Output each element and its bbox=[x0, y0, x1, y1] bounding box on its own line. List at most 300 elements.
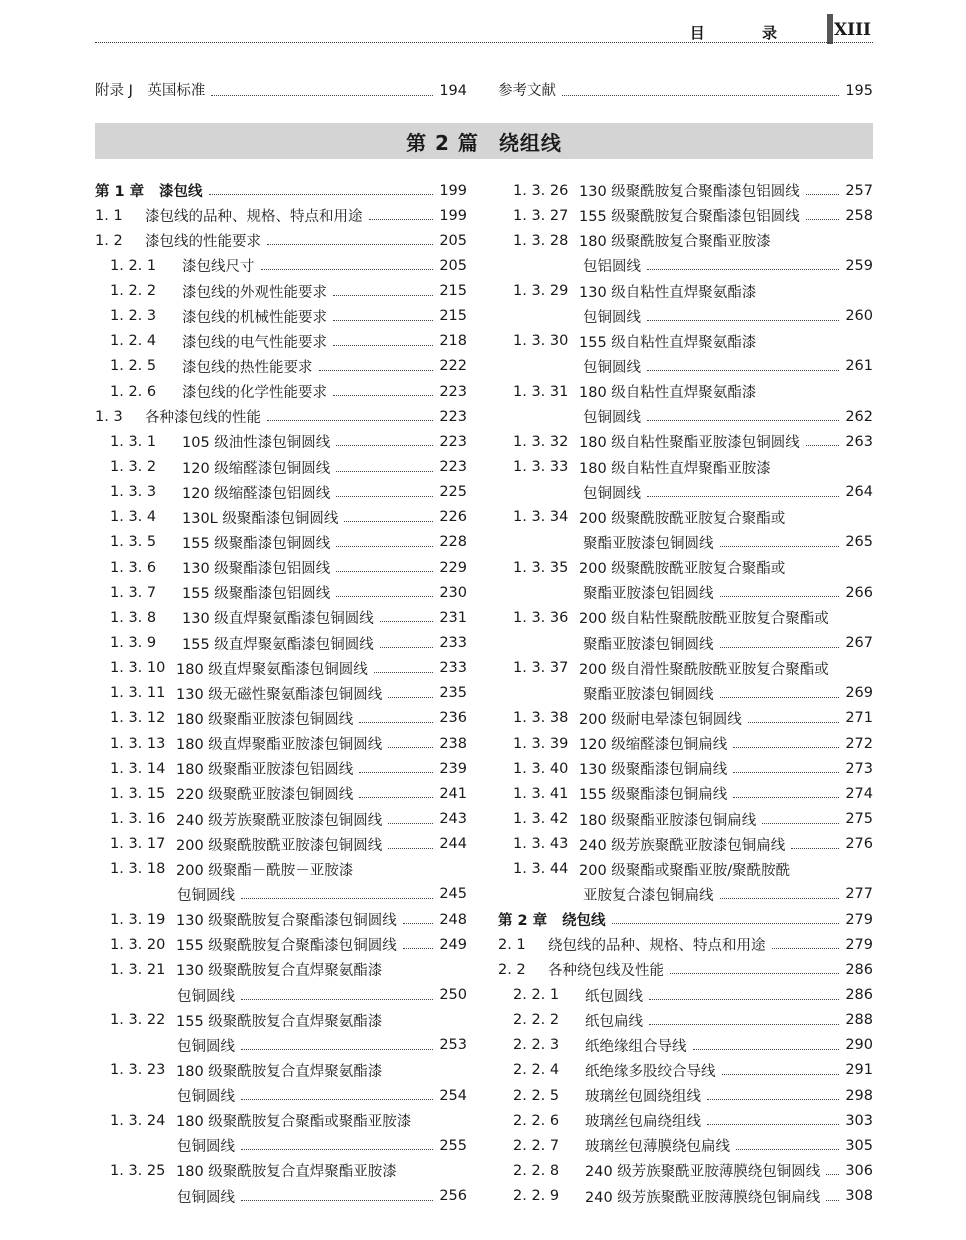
toc-entry-number: 2. 2. 3 bbox=[513, 1037, 560, 1054]
leader-dots bbox=[374, 672, 434, 673]
toc-entry-page: 277 bbox=[845, 886, 873, 903]
toc-entry-number: 1. 3. 32 bbox=[513, 433, 569, 450]
toc-entry-number: 1. 3. 7 bbox=[110, 584, 157, 601]
toc-entry[interactable] bbox=[498, 656, 873, 681]
leader-dots bbox=[720, 898, 840, 899]
toc-entry-number: 1. 2. 5 bbox=[110, 358, 157, 375]
leader-dots bbox=[772, 948, 840, 949]
leader-dots bbox=[649, 999, 839, 1000]
toc-entry-page: 303 bbox=[845, 1112, 873, 1129]
toc-entry-number: 1. 3. 24 bbox=[110, 1112, 166, 1129]
toc-entry[interactable] bbox=[498, 455, 873, 480]
toc-entry-page: 279 bbox=[845, 936, 873, 953]
toc-left-column bbox=[95, 178, 467, 1209]
toc-entry[interactable] bbox=[95, 228, 467, 253]
toc-entry-page: 199 bbox=[439, 207, 467, 224]
toc-entry-continuation[interactable] bbox=[95, 983, 467, 1008]
toc-entry[interactable] bbox=[95, 1008, 467, 1033]
toc-entry[interactable] bbox=[95, 907, 467, 932]
toc-entry-text: 155 级聚酯漆包铜圆线 bbox=[182, 535, 331, 552]
toc-entry[interactable] bbox=[95, 580, 467, 605]
toc-entry[interactable] bbox=[95, 178, 467, 203]
toc-entry-number: 1. 3. 37 bbox=[513, 660, 569, 677]
toc-entry[interactable] bbox=[498, 907, 873, 932]
toc-entry[interactable] bbox=[95, 404, 467, 429]
toc-entry-text: 240 级芳族聚酰亚胺漆包铜扁线 bbox=[579, 837, 786, 854]
toc-entry[interactable] bbox=[95, 756, 467, 781]
toc-entry-number: 2. 2. 8 bbox=[513, 1162, 560, 1179]
toc-entry-text: 各种绕包线及性能 bbox=[548, 963, 664, 980]
toc-entry-number: 1. 3. 26 bbox=[513, 182, 569, 199]
toc-entry[interactable] bbox=[95, 354, 467, 379]
toc-entry-number: 1. 2. 1 bbox=[110, 257, 157, 274]
toc-entry-page: 290 bbox=[845, 1037, 873, 1054]
leader-dots bbox=[670, 973, 839, 974]
toc-entry[interactable] bbox=[498, 1058, 873, 1083]
toc-entry-text: 漆包线的化学性能要求 bbox=[182, 385, 327, 402]
leader-dots bbox=[720, 647, 840, 648]
toc-entry-text: 180 级聚酯亚胺漆包铜扁线 bbox=[579, 812, 757, 829]
toc-entry-page: 265 bbox=[845, 534, 873, 551]
toc-entry-continuation[interactable] bbox=[498, 354, 873, 379]
toc-entry-text: 180 级聚酯亚胺漆包铜圆线 bbox=[176, 711, 354, 728]
toc-entry-number: 1. 3. 31 bbox=[513, 383, 569, 400]
toc-entry-number: 1. 3. 12 bbox=[110, 710, 166, 727]
toc-entry-page: 276 bbox=[845, 836, 873, 853]
leader-dots bbox=[344, 521, 433, 522]
toc-entry-continuation[interactable] bbox=[498, 304, 873, 329]
toc-entry-page: 238 bbox=[439, 735, 467, 752]
toc-entry-page: 244 bbox=[439, 836, 467, 853]
toc-entry[interactable] bbox=[95, 631, 467, 656]
toc-entry-text: 包铜圆线 bbox=[177, 1038, 235, 1055]
toc-entry[interactable] bbox=[95, 279, 467, 304]
toc-entry-page: 269 bbox=[845, 685, 873, 702]
toc-entry-text: 200 级聚酰胺酰亚胺复合聚酯或 bbox=[579, 510, 786, 527]
toc-entry-page: 248 bbox=[439, 911, 467, 928]
toc-entry-page: 286 bbox=[845, 987, 873, 1003]
toc-entry-page: 257 bbox=[845, 182, 873, 199]
toc-entry-page: 235 bbox=[439, 685, 467, 702]
toc-entry-text: 包铜圆线 bbox=[177, 1189, 235, 1206]
toc-entry[interactable] bbox=[498, 983, 873, 1008]
toc-entry-page: 249 bbox=[439, 936, 467, 953]
toc-entry[interactable] bbox=[95, 203, 467, 228]
toc-entry[interactable] bbox=[498, 1108, 873, 1133]
toc-entry-number: 1. 2. 2 bbox=[110, 283, 157, 300]
toc-entry[interactable] bbox=[498, 505, 873, 530]
leader-dots bbox=[209, 194, 434, 195]
toc-entry-page: 195 bbox=[845, 83, 873, 99]
toc-entry-number: 1. 3. 43 bbox=[513, 836, 569, 853]
toc-entry-text: 200 级聚酰胺酰亚胺漆包铜圆线 bbox=[176, 837, 383, 854]
toc-entry-page: 231 bbox=[439, 609, 467, 626]
toc-entry-text: 155 级聚酰胺复合直焊聚氨酯漆 bbox=[176, 1013, 383, 1030]
leader-dots bbox=[336, 571, 433, 572]
toc-entry-page: 223 bbox=[439, 408, 467, 425]
toc-entry[interactable] bbox=[95, 329, 467, 354]
toc-entry-continuation[interactable] bbox=[498, 631, 873, 656]
toc-entry-continuation[interactable] bbox=[95, 1184, 467, 1209]
toc-entry-page: 194 bbox=[439, 83, 467, 99]
toc-entry-text: 200 级自粘性聚酰胺酰亚胺复合聚酯或 bbox=[579, 611, 829, 628]
toc-entry-text: 漆包线尺寸 bbox=[182, 259, 255, 276]
toc-entry-text: 155 级聚酰胺复合聚酯漆包铜圆线 bbox=[176, 938, 397, 955]
toc-entry-page: 245 bbox=[439, 886, 467, 903]
toc-entry-number: 1. 3 bbox=[95, 408, 123, 425]
toc-entry-continuation[interactable] bbox=[95, 1033, 467, 1058]
toc-entry-page: 239 bbox=[439, 760, 467, 777]
leader-dots bbox=[359, 722, 433, 723]
toc-entry-text: 200 级耐电晕漆包铜圆线 bbox=[579, 711, 742, 728]
toc-entry[interactable] bbox=[498, 178, 873, 203]
leader-dots bbox=[336, 496, 433, 497]
leader-dots bbox=[647, 320, 839, 321]
part-title: 绕组线 bbox=[498, 130, 562, 155]
toc-entry-page: 222 bbox=[439, 358, 467, 375]
toc-entry-page: 229 bbox=[439, 559, 467, 576]
leader-dots bbox=[722, 1074, 840, 1075]
toc-entry[interactable] bbox=[95, 455, 467, 480]
toc-entry-text: 绕包线 bbox=[562, 913, 606, 930]
toc-entry-text: 包铜圆线 bbox=[177, 1089, 235, 1106]
toc-entry[interactable] bbox=[498, 1083, 873, 1108]
toc-entry-text: 包铜圆线 bbox=[177, 1139, 235, 1156]
toc-entry[interactable] bbox=[498, 379, 873, 404]
toc-entry[interactable] bbox=[95, 1058, 467, 1083]
toc-entry-text: 155 级聚酯漆包铝圆线 bbox=[182, 586, 331, 603]
toc-entry-page: 258 bbox=[845, 207, 873, 224]
toc-entry-text: 漆包线的电气性能要求 bbox=[182, 334, 327, 351]
toc-entry-number: 1. 3. 20 bbox=[110, 936, 166, 953]
part-banner bbox=[95, 123, 873, 159]
toc-entry[interactable] bbox=[95, 706, 467, 731]
toc-entry-number: 1. 3. 35 bbox=[513, 559, 569, 576]
toc-entry-text: 120 级缩醛漆包铝圆线 bbox=[182, 485, 331, 502]
toc-entry[interactable] bbox=[95, 731, 467, 756]
toc-entry-number: 1. 3. 33 bbox=[513, 459, 569, 476]
toc-entry-number: 1. 3. 28 bbox=[513, 232, 569, 249]
toc-entry-page: 261 bbox=[845, 358, 873, 375]
leader-dots bbox=[791, 848, 839, 849]
toc-entry[interactable] bbox=[498, 1008, 873, 1033]
toc-entry-text: 漆包线的性能要求 bbox=[145, 234, 261, 251]
toc-entry-number: 1. 3. 19 bbox=[110, 911, 166, 928]
toc-entry[interactable] bbox=[498, 605, 873, 630]
leader-dots bbox=[748, 722, 840, 723]
toc-entry-continuation[interactable] bbox=[498, 681, 873, 706]
toc-entry-appendix-j[interactable] bbox=[95, 80, 467, 102]
toc-entry-page: 199 bbox=[439, 182, 467, 199]
toc-entry-number: 1. 3. 36 bbox=[513, 609, 569, 626]
toc-entry-number: 1. 3. 23 bbox=[110, 1062, 166, 1079]
toc-entry-number: 1. 3. 10 bbox=[110, 660, 166, 677]
toc-entry-page: 291 bbox=[845, 1062, 873, 1079]
header-title: 目 录 bbox=[689, 24, 803, 42]
toc-entry[interactable] bbox=[498, 756, 873, 781]
toc-entry[interactable] bbox=[95, 555, 467, 580]
leader-dots bbox=[720, 596, 840, 597]
toc-entry-text: 漆包线的热性能要求 bbox=[182, 359, 313, 376]
toc-entry-text: 包铜圆线 bbox=[583, 309, 641, 326]
toc-entry-number: 1. 3. 40 bbox=[513, 760, 569, 777]
leader-dots bbox=[647, 370, 839, 371]
toc-entry-text: 聚酯亚胺漆包铜圆线 bbox=[583, 636, 714, 653]
toc-entry-text: 纸绝缘组合导线 bbox=[585, 1038, 687, 1055]
toc-entry-references[interactable] bbox=[498, 80, 873, 102]
toc-entry-number: 2. 2. 9 bbox=[513, 1188, 560, 1205]
toc-entry[interactable] bbox=[95, 605, 467, 630]
toc-entry-page: 218 bbox=[439, 333, 467, 350]
toc-entry-number: 1. 3. 39 bbox=[513, 735, 569, 752]
toc-entry-text: 参考文献 bbox=[498, 83, 556, 99]
toc-entry-continuation[interactable] bbox=[498, 580, 873, 605]
toc-entry[interactable] bbox=[498, 429, 873, 454]
leader-dots bbox=[762, 823, 839, 824]
toc-entry-page: 264 bbox=[845, 484, 873, 501]
toc-entry-continuation[interactable] bbox=[498, 530, 873, 555]
toc-entry[interactable] bbox=[498, 203, 873, 228]
toc-entry-text: 纸包扁线 bbox=[585, 1013, 643, 1030]
leader-dots bbox=[319, 370, 434, 371]
toc-entry-page: 308 bbox=[845, 1188, 873, 1205]
toc-entry-continuation[interactable] bbox=[95, 1133, 467, 1158]
leader-dots bbox=[806, 219, 840, 220]
leader-dots bbox=[733, 747, 839, 748]
leader-dots bbox=[806, 194, 840, 195]
toc-entry[interactable] bbox=[498, 932, 873, 957]
leader-dots bbox=[241, 1099, 433, 1100]
toc-entry-page: 250 bbox=[439, 987, 467, 1003]
toc-entry-text: 180 级聚酰胺复合聚酯亚胺漆 bbox=[579, 234, 771, 251]
toc-entry-text: 130 级聚酰胺复合直焊聚氨酯漆 bbox=[176, 963, 383, 980]
toc-entry[interactable] bbox=[95, 1158, 467, 1183]
toc-entry[interactable] bbox=[498, 807, 873, 832]
toc-entry-number: 1. 3. 27 bbox=[513, 207, 569, 224]
toc-entry-text: 120 级缩醛漆包铜圆线 bbox=[182, 460, 331, 477]
toc-entry-number: 1. 3. 42 bbox=[513, 811, 569, 828]
toc-entry-page: 262 bbox=[845, 408, 873, 425]
toc-entry-text: 200 级自滑性聚酰胺酰亚胺复合聚酯或 bbox=[579, 661, 829, 678]
toc-entry-number: 1. 3. 1 bbox=[110, 433, 157, 450]
toc-entry-text: 155 级聚酯漆包铜扁线 bbox=[579, 787, 728, 804]
leader-dots bbox=[359, 797, 433, 798]
toc-entry-text: 155 级聚酰胺复合聚酯漆包铝圆线 bbox=[579, 209, 800, 226]
leader-dots bbox=[612, 923, 840, 924]
toc-entry-number: 1. 3. 21 bbox=[110, 961, 166, 978]
toc-entry-text: 聚酯亚胺漆包铜圆线 bbox=[583, 535, 714, 552]
toc-entry-page: 267 bbox=[845, 635, 873, 652]
toc-entry-continuation[interactable] bbox=[95, 1083, 467, 1108]
toc-entry-page: 253 bbox=[439, 1037, 467, 1054]
running-header bbox=[95, 14, 873, 46]
leader-dots bbox=[333, 395, 433, 396]
leader-dots bbox=[241, 1149, 433, 1150]
toc-entry-text: 155 级自粘性直焊聚氨酯漆 bbox=[579, 334, 757, 351]
toc-entry[interactable] bbox=[498, 731, 873, 756]
leader-dots bbox=[806, 445, 840, 446]
toc-entry-number: 1. 3. 17 bbox=[110, 836, 166, 853]
toc-entry-text: 130 级自粘性直焊聚氨酯漆 bbox=[579, 284, 757, 301]
leader-dots bbox=[736, 1149, 839, 1150]
leader-dots bbox=[380, 621, 434, 622]
toc-entry-page: 243 bbox=[439, 811, 467, 828]
toc-entry-continuation[interactable] bbox=[498, 882, 873, 907]
toc-entry-number: 1. 3. 15 bbox=[110, 785, 166, 802]
toc-entry-number: 1. 3. 41 bbox=[513, 785, 569, 802]
toc-entry-text: 绕包线的品种、规格、特点和用途 bbox=[548, 938, 766, 955]
toc-entry[interactable] bbox=[498, 781, 873, 806]
toc-entry[interactable] bbox=[498, 832, 873, 857]
toc-entry[interactable] bbox=[95, 957, 467, 982]
toc-entry[interactable] bbox=[95, 530, 467, 555]
toc-entry[interactable] bbox=[95, 253, 467, 278]
toc-entry-text: 180 级自粘性直焊聚酯亚胺漆 bbox=[579, 460, 771, 477]
toc-entry-text: 180 级直焊聚氨酯漆包铜圆线 bbox=[176, 661, 368, 678]
toc-entry[interactable] bbox=[95, 429, 467, 454]
leader-dots bbox=[826, 1200, 839, 1201]
toc-entry-text: 漆包线 bbox=[159, 184, 203, 200]
leader-dots bbox=[267, 420, 433, 421]
toc-entry-continuation[interactable] bbox=[95, 882, 467, 907]
leader-dots bbox=[241, 999, 433, 1000]
toc-entry-continuation[interactable] bbox=[498, 253, 873, 278]
toc-entry-text: 130 级聚酯漆包铝圆线 bbox=[182, 561, 331, 578]
toc-entry-page: 205 bbox=[439, 232, 467, 249]
leader-dots bbox=[826, 1174, 839, 1175]
toc-entry[interactable] bbox=[498, 329, 873, 354]
toc-entry-text: 各种漆包线的性能 bbox=[145, 410, 261, 427]
toc-entry-page: 255 bbox=[439, 1137, 467, 1154]
toc-entry-page: 223 bbox=[439, 383, 467, 400]
toc-entry-page: 236 bbox=[439, 710, 467, 727]
toc-entry[interactable] bbox=[498, 1158, 873, 1183]
leader-dots bbox=[707, 1099, 839, 1100]
header-rule bbox=[95, 42, 873, 43]
toc-entry[interactable] bbox=[95, 781, 467, 806]
toc-entry[interactable] bbox=[498, 957, 873, 982]
toc-entry-page: 275 bbox=[845, 811, 873, 828]
toc-entry[interactable] bbox=[95, 1108, 467, 1133]
toc-entry[interactable] bbox=[498, 706, 873, 731]
toc-entry-page: 279 bbox=[845, 911, 873, 928]
toc-entry[interactable] bbox=[498, 1133, 873, 1158]
toc-entry[interactable] bbox=[95, 681, 467, 706]
toc-entry-number: 1. 3. 11 bbox=[110, 685, 166, 702]
toc-entry-text: 180 级聚酰胺复合聚酯或聚酯亚胺漆 bbox=[176, 1114, 412, 1131]
toc-entry-page: 226 bbox=[439, 509, 467, 526]
toc-entry[interactable] bbox=[498, 279, 873, 304]
toc-entry-page: 233 bbox=[439, 635, 467, 652]
toc-entry-text: 包铜圆线 bbox=[583, 485, 641, 502]
toc-entry-number: 第 2 章 bbox=[498, 913, 548, 930]
toc-entry-number: 2. 2. 5 bbox=[513, 1087, 560, 1104]
toc-entry-text: 聚酯亚胺漆包铜圆线 bbox=[583, 686, 714, 703]
toc-entry-page: 288 bbox=[845, 1012, 873, 1029]
toc-entry-text: 纸绝缘多股绞合导线 bbox=[585, 1063, 716, 1080]
toc-entry-number: 第 1 章 bbox=[95, 184, 145, 200]
toc-entry-text: 240 级芳族聚酰亚胺薄膜绕包铜圆线 bbox=[585, 1164, 821, 1181]
toc-right-column bbox=[498, 178, 873, 1209]
toc-entry-text: 玻璃丝包扁绕组线 bbox=[585, 1114, 701, 1131]
toc-entry-text: 漆包线的外观性能要求 bbox=[182, 284, 327, 301]
leader-dots bbox=[388, 823, 433, 824]
toc-entry-number: 2. 2. 1 bbox=[513, 987, 560, 1003]
leader-dots bbox=[333, 345, 433, 346]
toc-entry[interactable] bbox=[95, 304, 467, 329]
toc-entry-number: 1. 3. 16 bbox=[110, 811, 166, 828]
leader-dots bbox=[647, 420, 839, 421]
toc-entry-page: 272 bbox=[845, 735, 873, 752]
toc-entry[interactable] bbox=[95, 505, 467, 530]
leader-dots bbox=[562, 95, 839, 96]
toc-entry-page: 230 bbox=[439, 584, 467, 601]
toc-entry-text: 包铝圆线 bbox=[583, 259, 641, 276]
toc-entry-text: 包铜圆线 bbox=[583, 410, 641, 427]
toc-entry-continuation[interactable] bbox=[498, 404, 873, 429]
toc-entry-number: 1. 3. 29 bbox=[513, 283, 569, 300]
leader-dots bbox=[388, 848, 433, 849]
toc-entry[interactable] bbox=[95, 932, 467, 957]
leader-dots bbox=[693, 1049, 840, 1050]
toc-entry-number: 1. 3. 2 bbox=[110, 459, 157, 476]
leader-dots bbox=[336, 596, 433, 597]
toc-entry-text: 漆包线的机械性能要求 bbox=[182, 309, 327, 326]
toc-entry-text: 180 级聚酰胺复合直焊聚酯亚胺漆 bbox=[176, 1164, 397, 1181]
toc-entry[interactable] bbox=[95, 832, 467, 857]
toc-entry-text: 180 级直焊聚酯亚胺漆包铜圆线 bbox=[176, 737, 383, 754]
toc-entry-number: 1. 3. 8 bbox=[110, 609, 157, 626]
toc-entry[interactable] bbox=[498, 1033, 873, 1058]
leader-dots bbox=[403, 948, 434, 949]
toc-entry-number: 1. 2. 3 bbox=[110, 308, 157, 325]
toc-entry-page: 260 bbox=[845, 308, 873, 325]
leader-dots bbox=[241, 1200, 433, 1201]
toc-entry[interactable] bbox=[95, 480, 467, 505]
toc-entry-number: 1. 3. 6 bbox=[110, 559, 157, 576]
toc-entry-text: 亚胺复合漆包铜扁线 bbox=[583, 887, 714, 904]
toc-entry[interactable] bbox=[95, 807, 467, 832]
toc-entry[interactable] bbox=[95, 656, 467, 681]
toc-entry[interactable] bbox=[498, 1184, 873, 1209]
toc-entry-continuation[interactable] bbox=[498, 480, 873, 505]
leader-dots bbox=[241, 898, 433, 899]
leader-dots bbox=[720, 546, 840, 547]
toc-entry[interactable] bbox=[95, 857, 467, 882]
toc-entry-number: 2. 2. 6 bbox=[513, 1112, 560, 1129]
toc-entry-page: 241 bbox=[439, 785, 467, 802]
toc-entry[interactable] bbox=[95, 379, 467, 404]
toc-entry-text: 105 级油性漆包铜圆线 bbox=[182, 435, 331, 452]
toc-entry-page: 274 bbox=[845, 785, 873, 802]
toc-entry-text: 120 级缩醛漆包铜扁线 bbox=[579, 737, 728, 754]
toc-entry-text: 180 级聚酯亚胺漆包铝圆线 bbox=[176, 762, 354, 779]
leader-dots bbox=[333, 320, 433, 321]
leader-dots bbox=[369, 219, 434, 220]
toc-entry[interactable] bbox=[498, 857, 873, 882]
leader-dots bbox=[733, 772, 839, 773]
leader-dots bbox=[720, 697, 840, 698]
toc-entry-text: 漆包线的品种、规格、特点和用途 bbox=[145, 209, 363, 226]
toc-entry-text: 155 级直焊聚氨酯漆包铜圆线 bbox=[182, 636, 374, 653]
toc-entry[interactable] bbox=[498, 555, 873, 580]
toc-entry-text: 180 级自粘性直焊聚氨酯漆 bbox=[579, 385, 757, 402]
toc-entry-text: 130L 级聚酯漆包铜圆线 bbox=[182, 510, 339, 527]
toc-entry[interactable] bbox=[498, 228, 873, 253]
toc-entry-number: 1. 3. 38 bbox=[513, 710, 569, 727]
toc-entry-text: 包铜圆线 bbox=[177, 887, 235, 904]
leader-dots bbox=[267, 244, 433, 245]
